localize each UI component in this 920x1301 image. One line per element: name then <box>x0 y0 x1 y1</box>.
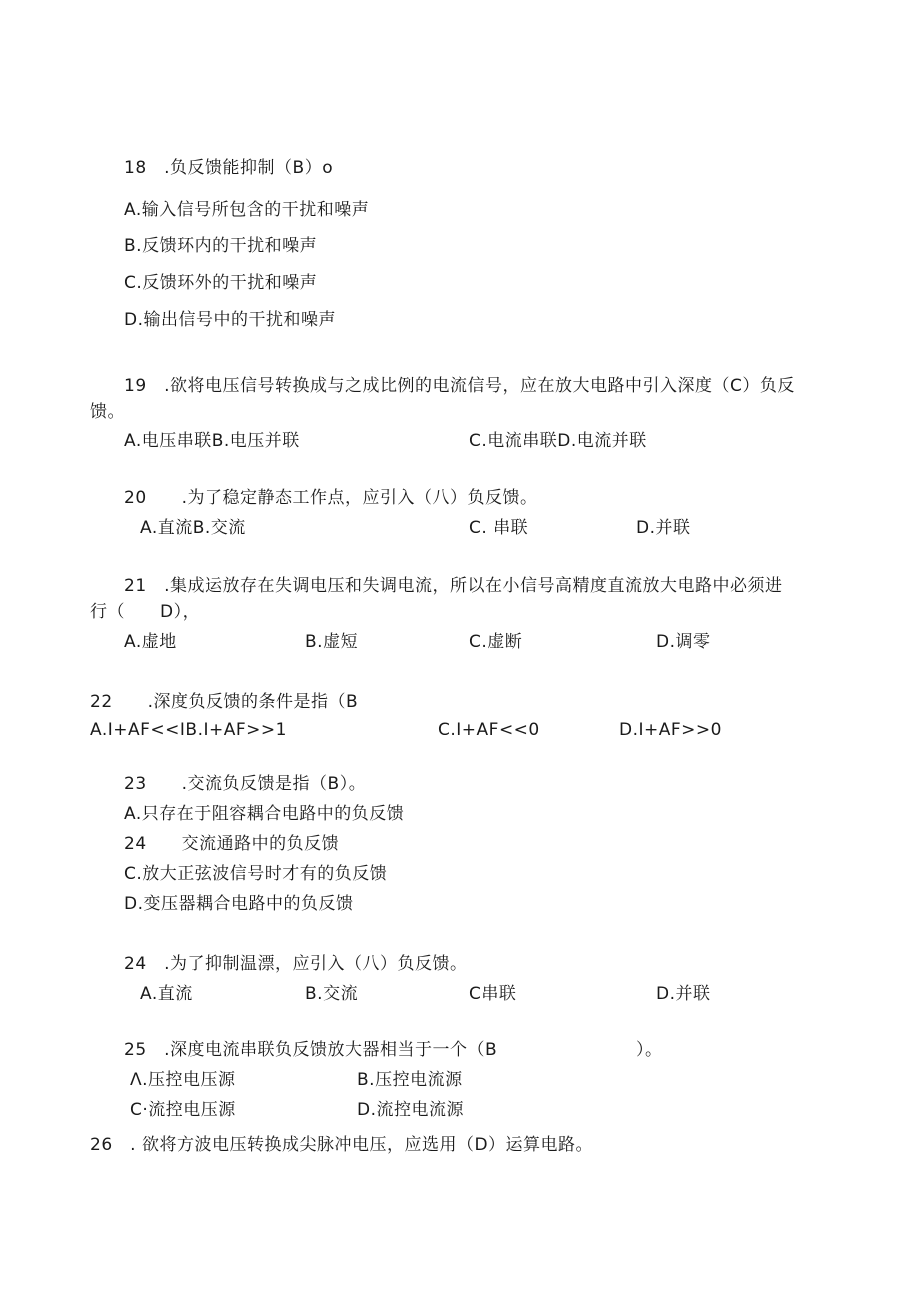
question-25-option-b: B.压控电流源 <box>357 1070 463 1090</box>
question-21-option-c: C.虚断 <box>469 632 523 652</box>
question-20-options-ab: A.直流B.交流 <box>140 518 246 538</box>
question-20-option-c: C. 串联 <box>469 518 529 538</box>
question-25-stem: 25 .深度电流串联负反馈放大器相当于一个（B <box>124 1040 498 1060</box>
question-24-option-d: D.并联 <box>656 984 711 1004</box>
question-24-option-b: B.交流 <box>305 984 359 1004</box>
question-21-option-d: D.调零 <box>656 632 711 652</box>
question-21-stem-cont: 行（ D）， <box>90 602 201 622</box>
question-19-stem-cont: 馈。 <box>90 402 125 422</box>
question-25-option-d: D.流控电流源 <box>357 1100 464 1120</box>
question-21-stem: 21 .集成运放存在失调电压和失调电流，所以在小信号高精度直流放大电路中必须进 <box>124 576 783 596</box>
question-21-option-a: A.虚地 <box>124 632 177 652</box>
question-19-options-ab: A.电压串联B.电压并联 <box>124 431 300 451</box>
question-20-option-d: D.并联 <box>636 518 691 538</box>
question-24-option-a: A.直流 <box>140 984 193 1004</box>
question-23-option-a: A.只存在于阻容耦合电路中的负反馈 <box>124 804 405 824</box>
question-18-option-d: D.输出信号中的干扰和噪声 <box>124 310 336 330</box>
question-23-option-c: C.放大正弦波信号时才有的负反馈 <box>124 864 388 884</box>
question-18-option-a: A.输入信号所包含的干扰和噪声 <box>124 200 370 220</box>
question-22-option-d: D.I+AF>>0 <box>619 720 722 740</box>
question-23-option-d: D.变压器耦合电路中的负反馈 <box>124 894 354 914</box>
question-22-stem: 22 .深度负反馈的条件是指（B <box>90 692 359 712</box>
question-20-stem: 20 .为了稳定静态工作点，应引入（八）负反馈。 <box>124 488 538 508</box>
question-22-options-ab: A.I+AF<<IB.I+AF>>1 <box>90 720 287 740</box>
question-21-option-b: B.虚短 <box>305 632 359 652</box>
question-26-stem: 26 . 欲将方波电压转换成尖脉冲电压，应选用（D）运算电路。 <box>90 1135 594 1155</box>
question-25-stem-end: ）。 <box>636 1040 663 1060</box>
question-24-option-c: C串联 <box>469 984 517 1004</box>
question-22-option-c: C.I+AF<<0 <box>438 720 540 740</box>
question-18-stem: 18 .负反馈能抑制（B）o <box>124 158 334 178</box>
question-19-stem: 19 .欲将电压信号转换成与之成比例的电流信号，应在放大电路中引入深度（C）负反 <box>124 376 795 396</box>
question-23-stem: 23 .交流负反馈是指（B）。 <box>124 774 367 794</box>
question-19-options-cd: C.电流串联D.电流并联 <box>469 431 647 451</box>
question-24-stem: 24 .为了抑制温漂，应引入（八）负反馈。 <box>124 954 468 974</box>
question-25-option-c: C·流控电压源 <box>130 1100 236 1120</box>
question-18-option-c: C.反馈环外的干扰和噪声 <box>124 273 318 293</box>
question-25-option-a: Λ.压控电压源 <box>130 1070 236 1090</box>
question-23-option-b: 24 交流通路中的负反馈 <box>124 834 340 854</box>
question-18-option-b: B.反馈环内的干扰和噪声 <box>124 236 318 256</box>
